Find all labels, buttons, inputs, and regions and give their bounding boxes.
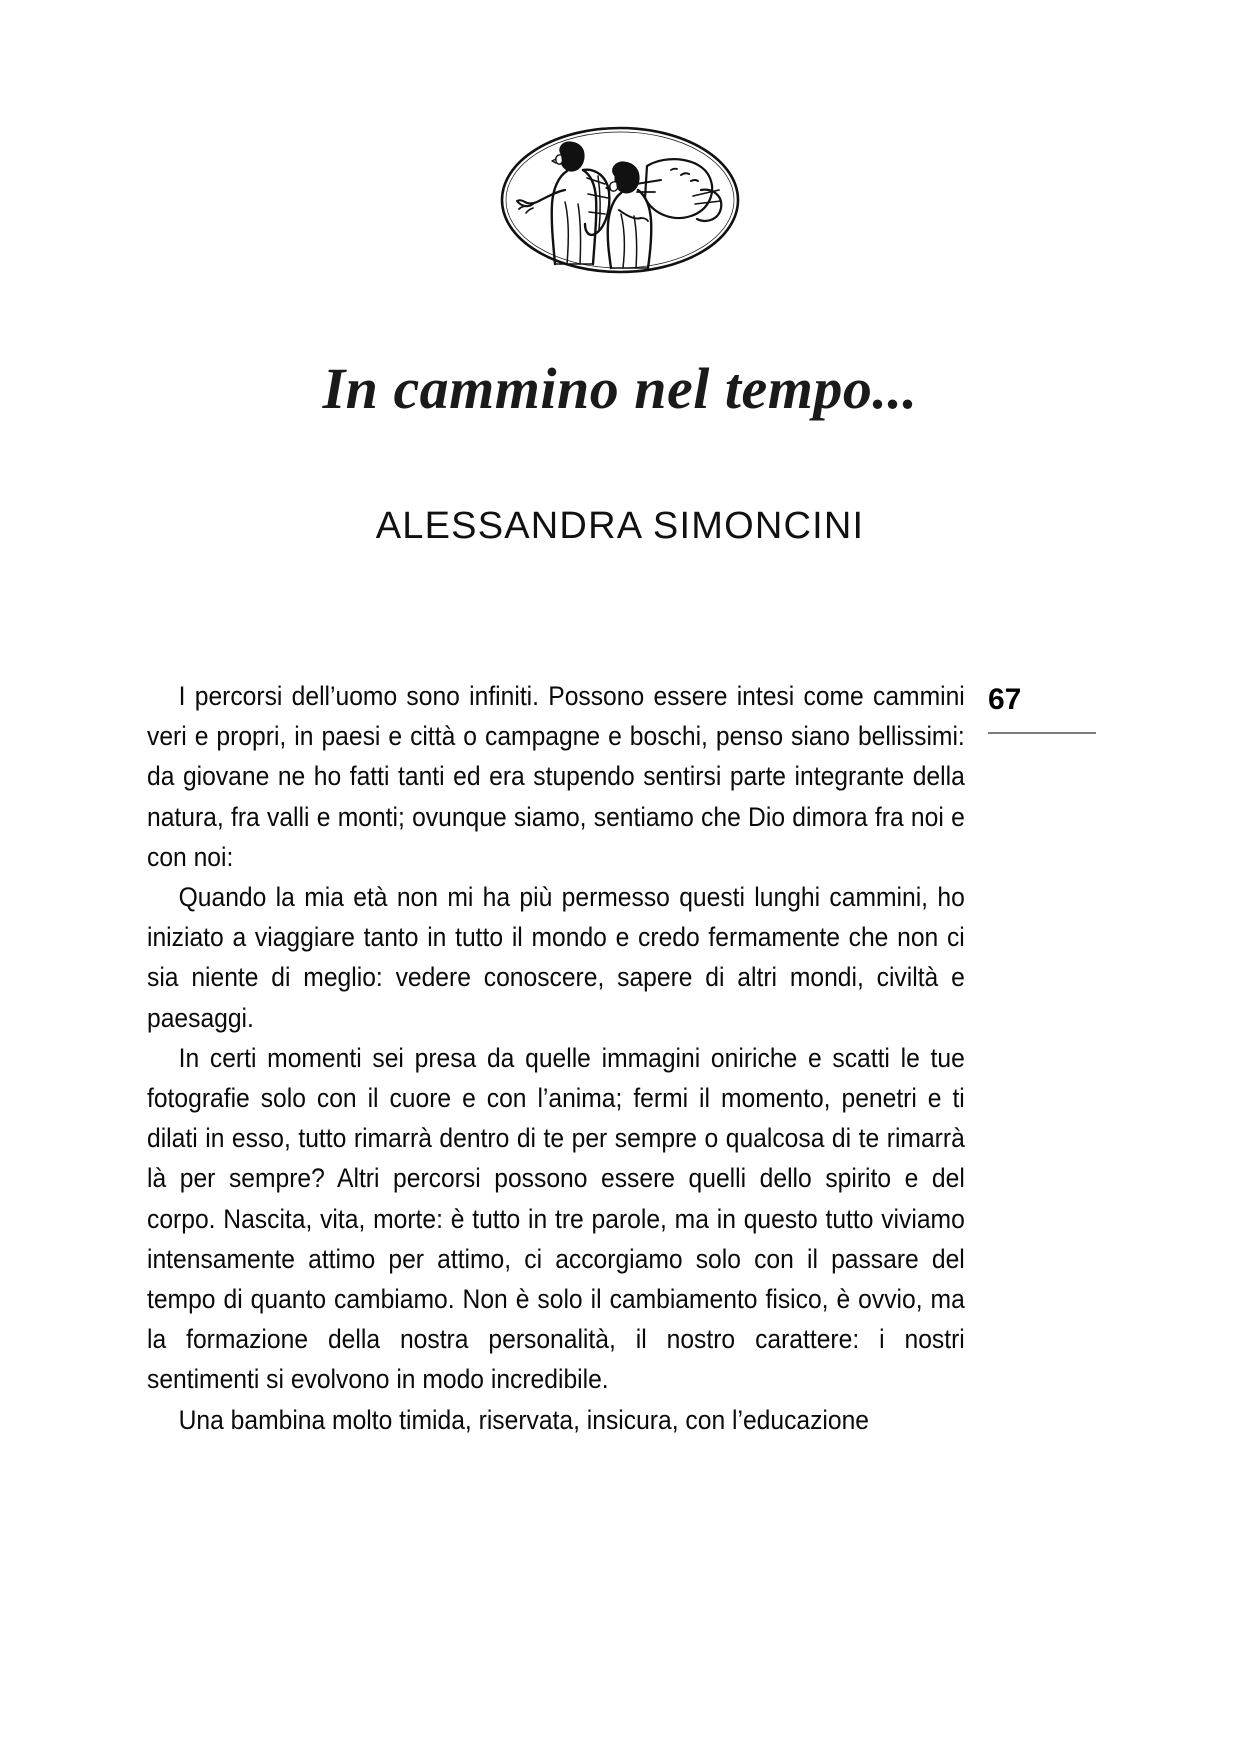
paragraph-4 xyxy=(147,1400,965,1440)
page-title: In cammino nel tempo... xyxy=(322,356,918,421)
paragraph-text: I percorsi dell’uomo sono infiniti. Possono essere intesi come cammini veri e propri, in paesi e città o campagne e boschi, penso siano bellissimi: da giovane ne ho fatti tanti ed era stupendo sentirsi parte integrante della natura, fra valli e monti; ovunque siamo, sentiamo che Dio dimora fra noi e con noi: xyxy=(147,681,965,872)
paragraph-3 xyxy=(147,1038,965,1400)
paragraph-text: Una bambina molto timida, riservata, insicura, con l’educazione xyxy=(178,1404,870,1435)
paragraph-text: Quando la mia età non mi ha più permesso questi lunghi cammini, ho iniziato a viaggiare tanto in tutto il mondo e credo fermamente che non ci sia niente di meglio: vedere conoscere, sapere di altri mondi, civiltà e paesaggi. xyxy=(147,882,965,1033)
folio-rule xyxy=(988,732,1096,734)
paragraph-2 xyxy=(147,877,965,1038)
paragraph-1 xyxy=(147,676,965,877)
page-number: 67 xyxy=(988,683,1022,716)
oval-vignette-two-hikers-icon xyxy=(495,118,745,283)
author-name: ALESSANDRA SIMONCINI xyxy=(375,505,865,547)
body-text-column xyxy=(147,676,965,1440)
illustration-container xyxy=(0,118,1240,283)
folio xyxy=(988,685,1113,734)
paragraph-text: In certi momenti sei presa da quelle immagini oniriche e scatti le tue fotografie solo con il cuore e con l’anima; fermi il momento, penetri e ti dilati in esso, tutto rimarrà dentro di te per sempre o qualcosa di te rimarrà là per sempre? Altri percorsi possono essere quelli dello spirito e del corpo. Nascita, vita, morte: è tutto in tre parole, ma in questo tutto viviamo intensamente attimo per attimo, ci accorgiamo solo con il passare del tempo di quanto cambiamo. Non è solo il cambiamento fisico, è ovvio, ma la formazione della nostra personalità, il nostro carattere: i nostri sentimenti si evolvono in modo incredibile. xyxy=(147,1042,965,1395)
